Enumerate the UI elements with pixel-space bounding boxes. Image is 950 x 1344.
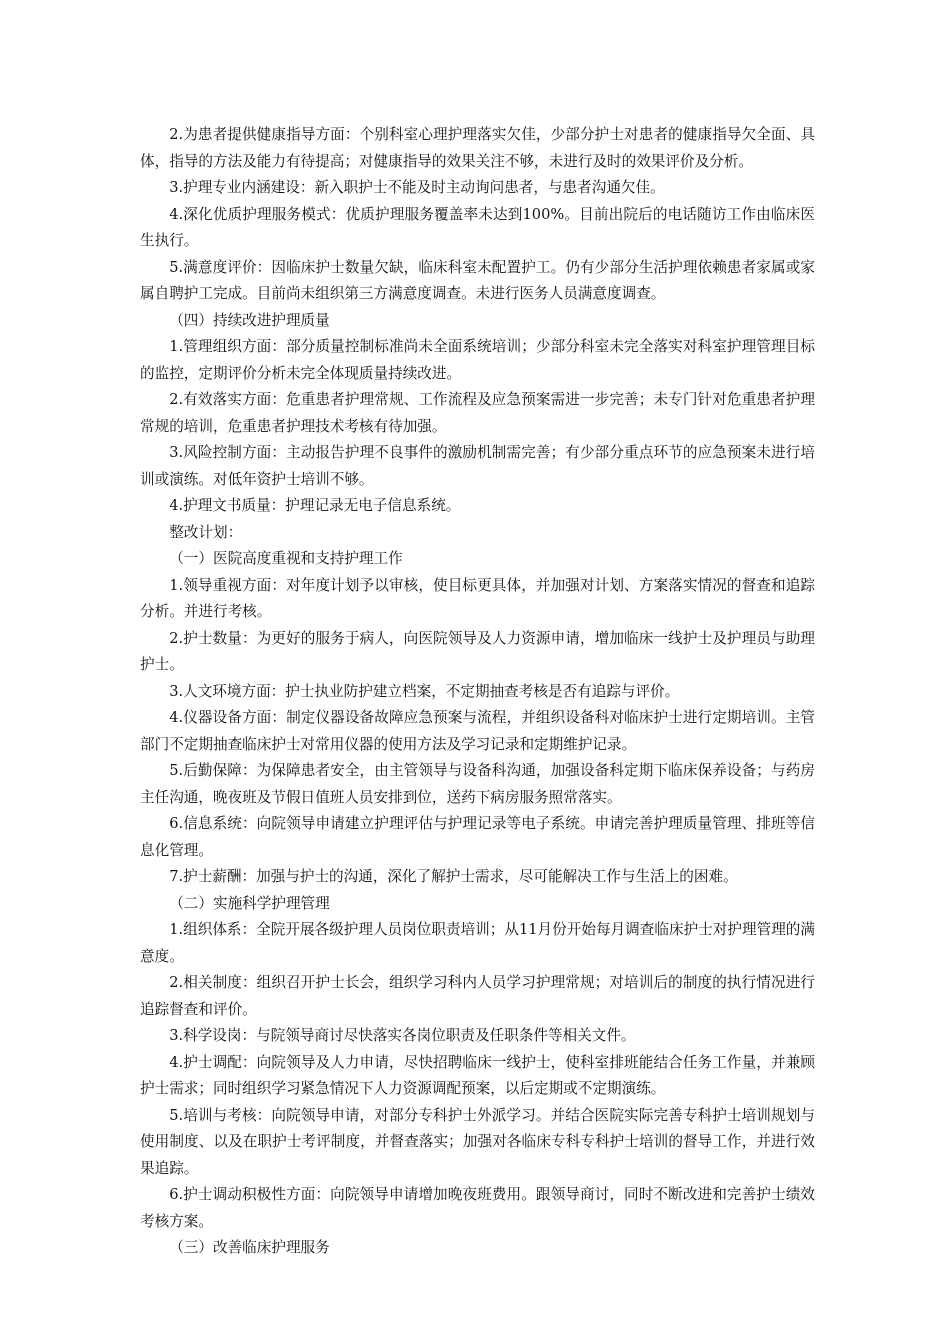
section-heading: （一）医院高度重视和支持护理工作 <box>169 550 403 567</box>
document-body <box>140 122 815 1262</box>
paragraph: 3.科学设岗：与院领导商讨尽快落实各岗位职责及任职条件等相关文件。 <box>169 1027 636 1044</box>
paragraph: 1.领导重视方面：对年度计划予以审核，使目标更具体，并加强对计划、方案落实情况的督查和追踪分析。并进行考核。 <box>140 576 815 620</box>
paragraph: 2.相关制度：组织召开护士长会，组织学习科内人员学习护理常规；对培训后的制度的执行情况进行追踪督查和评价。 <box>140 974 815 1018</box>
paragraph: 1.管理组织方面：部分质量控制标准尚未全面系统培训；少部分科室未完全落实对科室护理管理目标的监控，定期评价分析未完全体现质量持续改进。 <box>140 338 815 382</box>
paragraph: 5.满意度评价：因临床护士数量欠缺，临床科室未配置护工。仍有少部分生活护理依赖患者家属或家属自聘护工完成。目前尚未组织第三方满意度调查。未进行医务人员满意度调查。 <box>140 258 815 302</box>
paragraph: 4.深化优质护理服务模式：优质护理服务覆盖率未达到100%。目前出院后的电话随访工作由临床医生执行。 <box>140 205 815 249</box>
section-heading: （四）持续改进护理质量 <box>169 311 330 329</box>
plan-heading: 整改计划： <box>169 523 243 541</box>
paragraph: 2.为患者提供健康指导方面：个别科室心理护理落实欠佳，少部分护士对患者的健康指导欠全面、具体，指导的方法及能力有待提高；对健康指导的效果关注不够，未进行及时的效果评价及分析。 <box>140 126 815 170</box>
paragraph: 4.护士调配：向院领导及人力申请，尽快招聘临床一线护士，使科室排班能结合任务工作量，并兼顾护士需求；同时组织学习紧急情况下人力资源调配预案，以后定期或不定期演练。 <box>140 1053 815 1097</box>
paragraph: 1.组织体系：全院开展各级护理人员岗位职责培训；从11月份开始每月调查临床护士对护理管理的满意度。 <box>140 921 815 965</box>
paragraph: 6.信息系统：向院领导申请建立护理评估与护理记录等电子系统。申请完善护理质量管理、排班等信息化管理。 <box>140 815 815 859</box>
paragraph: 5.后勤保障：为保障患者安全，由主管领导与设备科沟通，加强设备科定期下临床保养设备；与药房主任沟通，晚夜班及节假日值班人员安排到位，送药下病房服务照常落实。 <box>140 762 815 806</box>
section-heading: （三）改善临床护理服务 <box>169 1239 330 1256</box>
paragraph: 3.风险控制方面：主动报告护理不良事件的激励机制需完善；有少部分重点环节的应急预案未进行培训或演练。对低年资护士培训不够。 <box>140 444 815 488</box>
paragraph: 4.护理文书质量：护理记录无电子信息系统。 <box>169 497 461 514</box>
paragraph: 6.护士调动积极性方面：向院领导申请增加晚夜班费用。跟领导商讨，同时不断改进和完善护士绩效考核方案。 <box>140 1186 815 1230</box>
paragraph: 5.培训与考核：向院领导申请，对部分专科护士外派学习。并结合医院实际完善专科护士培训规划与使用制度、以及在职护士考评制度，并督查落实；加强对各临床专科专科护士培训的督导工作，并进行效果追踪。 <box>140 1106 815 1177</box>
paragraph: 4.仪器设备方面：制定仪器设备故障应急预案与流程，并组织设备科对临床护士进行定期培训。主管部门不定期抽查临床护士对常用仪器的使用方法及学习记录和定期维护记录。 <box>140 709 815 753</box>
paragraph: 3.护理专业内涵建设：新入职护士不能及时主动询问患者，与患者沟通欠佳。 <box>169 179 665 196</box>
paragraph: 2.护士数量：为更好的服务于病人，向医院领导及人力资源申请，增加临床一线护士及护理员与助理护士。 <box>140 629 815 673</box>
paragraph: 3.人文环境方面：护士执业防护建立档案，不定期抽查考核是否有追踪与评价。 <box>169 682 680 700</box>
section-heading: （二）实施科学护理管理 <box>169 894 330 912</box>
paragraph: 2.有效落实方面：危重患者护理常规、工作流程及应急预案需进一步完善；未专门针对危重患者护理常规的培训，危重患者护理技术考核有待加强。 <box>140 391 815 435</box>
paragraph: 7.护士薪酬：加强与护士的沟通，深化了解护士需求，尽可能解决工作与生活上的困难。 <box>169 868 738 885</box>
